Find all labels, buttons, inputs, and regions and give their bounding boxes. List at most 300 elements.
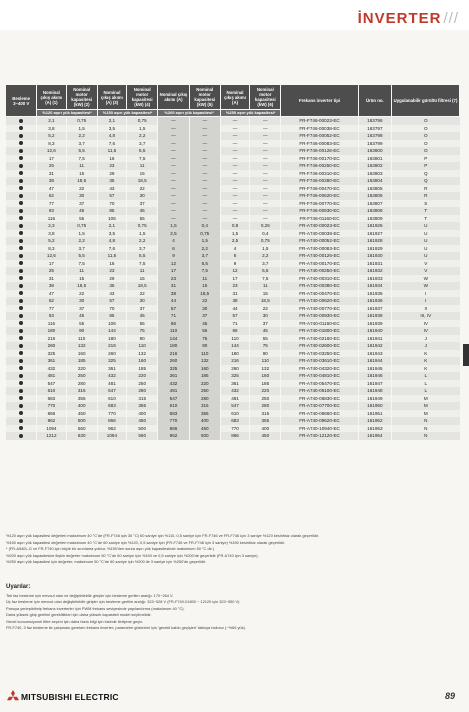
supply-dot-icon (6, 350, 37, 358)
table-cell-h: 0,25 (250, 222, 281, 230)
table-cell-c: 29 (97, 275, 126, 283)
table-cell-no: 161951 (358, 410, 391, 418)
table-cell-h: 37 (250, 320, 281, 328)
table-row (6, 132, 460, 140)
table-cell-b: 55 (66, 215, 97, 223)
table-cell-h: — (250, 207, 281, 215)
table-cell-e: 610 (158, 402, 189, 410)
table-cell-filt: O (392, 147, 460, 155)
bullet-dot-icon (19, 374, 23, 378)
supply-dot-icon (6, 252, 37, 260)
table-cell-g: 12 (220, 267, 249, 275)
table-cell-h: 450 (250, 432, 281, 440)
bullet-dot-icon (19, 389, 23, 393)
bullet-dot-icon (19, 284, 23, 288)
bullet-dot-icon (19, 336, 23, 340)
table-cell-a: 77 (37, 200, 66, 208)
table-cell-filt: W (392, 275, 460, 283)
table-row (6, 357, 460, 365)
table-cell-d: 132 (127, 350, 158, 358)
table-cell-c: 16 (97, 155, 126, 163)
table-cell-c: 325 (97, 357, 126, 365)
table-cell-no: 161931 (358, 260, 391, 268)
table-cell-b: 630 (66, 432, 97, 440)
table-cell-g: 260 (220, 365, 249, 373)
footnote-line: %120 aşırı yük kapasitesi değerleri maksimum 40 °C'de (FR-F746 için 30 °C) 60 saniye için %110, 0,5 saniye için FR-F746 ve FR-F746 için 3 saniye %120 kesintisiz olarak geçerlidir. (6, 533, 320, 538)
table-cell-c: 260 (97, 350, 126, 358)
table-cell-d: 18,5 (127, 177, 158, 185)
table-row (6, 350, 460, 358)
bullet-dot-icon (19, 306, 23, 310)
table-cell-filt: L (392, 372, 460, 380)
table-cell-g: 23 (220, 282, 249, 290)
header-fla250: Nominal çıkış akımı (A) (220, 85, 249, 110)
table-cell-d: 45 (127, 312, 158, 320)
bullet-dot-icon (19, 299, 23, 303)
bullet-dot-icon (19, 366, 23, 370)
table-cell-model: FR-A740-10940-EC (281, 425, 358, 433)
supply-dot-icon (6, 402, 37, 410)
table-cell-no: 161934 (358, 282, 391, 290)
bullet-dot-icon (19, 231, 23, 235)
table-cell-d: 37 (127, 200, 158, 208)
table-cell-e: — (158, 140, 189, 148)
table-cell-b: 1,5 (66, 125, 97, 133)
table-cell-model: FR-A740-09620-EC (281, 417, 358, 425)
table-cell-h: — (250, 200, 281, 208)
table-cell-no: 161943 (358, 350, 391, 358)
table-cell-b: 160 (66, 350, 97, 358)
table-cell-a: 547 (37, 380, 66, 388)
bullet-dot-icon (19, 351, 23, 355)
table-cell-e: 216 (158, 350, 189, 358)
table-cell-a: 116 (37, 320, 66, 328)
table-cell-f: 5,5 (189, 260, 220, 268)
table-cell-d: 500 (127, 425, 158, 433)
table-cell-a: 770 (37, 402, 66, 410)
table-cell-e: 23 (158, 275, 189, 283)
supply-dot-icon (6, 207, 37, 215)
supply-dot-icon (6, 282, 37, 290)
table-cell-c: 2,1 (97, 222, 126, 230)
table-cell-f: — (189, 117, 220, 125)
table-cell-h: 250 (250, 395, 281, 403)
table-cell-g: 17 (220, 275, 249, 283)
table-cell-a: 260 (37, 342, 66, 350)
bullet-dot-icon (19, 171, 23, 175)
table-cell-f: — (189, 215, 220, 223)
table-cell-no: 163801 (358, 155, 391, 163)
table-row (6, 207, 460, 215)
table-cell-filt: J (392, 335, 460, 343)
table-cell-g: 57 (220, 312, 249, 320)
table-cell-no: 161941 (358, 335, 391, 343)
table-cell-g: — (220, 215, 249, 223)
table-cell-no: 161946 (358, 372, 391, 380)
table-cell-c: 866 (97, 417, 126, 425)
table-cell-no: 161929 (358, 245, 391, 253)
table-cell-e: 57 (158, 305, 189, 313)
table-cell-filt: O (392, 132, 460, 140)
table-cell-b: 110 (66, 335, 97, 343)
table-cell-h: 18,5 (250, 297, 281, 305)
table-cell-model: FR-A740-00310-EC (281, 275, 358, 283)
table-cell-filt: V (392, 267, 460, 275)
table-cell-filt: N (392, 425, 460, 433)
title-text: İNVERTER (357, 10, 442, 27)
table-cell-no: 163802 (358, 162, 391, 170)
table-cell-model: FR-F746-01160-EC (281, 215, 358, 223)
subheader-120: %120 aşırı yük kapasitesi* (37, 110, 98, 117)
table-cell-e: 1,5 (158, 222, 189, 230)
table-cell-a: 12,6 (37, 252, 66, 260)
table-cell-c: 35 (97, 282, 126, 290)
table-cell-c: 3,5 (97, 125, 126, 133)
table-cell-b: 45 (66, 312, 97, 320)
table-cell-filt: U (392, 222, 460, 230)
table-cell-d: 18,5 (127, 282, 158, 290)
table-row (6, 372, 460, 380)
table-cell-h: 1,5 (250, 245, 281, 253)
table-cell-filt: II (392, 305, 460, 313)
table-cell-a: 962 (37, 417, 66, 425)
table-cell-e: 144 (158, 335, 189, 343)
table-cell-e: — (158, 192, 189, 200)
table-cell-a: 31 (37, 275, 66, 283)
table-cell-b: 7,5 (66, 155, 97, 163)
table-cell-model: FR-F746-00770-EC (281, 200, 358, 208)
table-cell-f: 0,4 (189, 222, 220, 230)
table-cell-b: 0,75 (66, 117, 97, 125)
table-row (6, 222, 460, 230)
bullet-dot-icon (19, 216, 23, 220)
table-cell-d: 185 (127, 365, 158, 373)
bullet-dot-icon (19, 149, 23, 153)
table-cell-model: FR-F746-00052-EC (281, 132, 358, 140)
table-cell-no: 161935 (358, 290, 391, 298)
table-cell-g: — (220, 140, 249, 148)
table-row (6, 425, 460, 433)
table-cell-a: 866 (37, 410, 66, 418)
spec-table (5, 84, 460, 440)
table-cell-filt: K (392, 350, 460, 358)
table-cell-no: 163809 (358, 215, 391, 223)
table-cell-c: 35 (97, 177, 126, 185)
supply-dot-icon (6, 305, 37, 313)
table-cell-g: 180 (220, 350, 249, 358)
table-cell-no: 163798 (358, 132, 391, 140)
table-cell-no: 161949 (358, 395, 391, 403)
table-cell-g: 4 (220, 245, 249, 253)
table-cell-a: 93 (37, 312, 66, 320)
table-cell-model: FR-A740-00052-EC (281, 237, 358, 245)
table-cell-a: 610 (37, 387, 66, 395)
table-cell-e: — (158, 117, 189, 125)
table-cell-b: 3,7 (66, 140, 97, 148)
table-cell-e: 4 (158, 237, 189, 245)
table-cell-a: 62 (37, 297, 66, 305)
table-cell-filt: O (392, 117, 460, 125)
table-cell-a: 5,2 (37, 132, 66, 140)
table-cell-filt: U (392, 245, 460, 253)
table-cell-no: 161932 (358, 267, 391, 275)
table-cell-a: 5,2 (37, 237, 66, 245)
table-cell-d: 250 (127, 380, 158, 388)
table-cell-d: 55 (127, 215, 158, 223)
bullet-dot-icon (19, 276, 23, 280)
table-cell-g: — (220, 207, 249, 215)
table-row (6, 230, 460, 238)
header-model: Frekans inverter tipi (281, 85, 358, 117)
table-cell-filt: U (392, 237, 460, 245)
table-cell-no: 161930 (358, 252, 391, 260)
table-cell-d: 11 (127, 162, 158, 170)
table-cell-a: 116 (37, 215, 66, 223)
supply-dot-icon (6, 357, 37, 365)
table-cell-c: 4,8 (97, 237, 126, 245)
table-cell-h: 75 (250, 342, 281, 350)
table-cell-d: 5,5 (127, 252, 158, 260)
table-cell-d: 3,7 (127, 140, 158, 148)
table-cell-g: 110 (220, 335, 249, 343)
footnotes (6, 533, 462, 566)
table-cell-a: 62 (37, 192, 66, 200)
table-cell-g: 86 (220, 327, 249, 335)
table-cell-f: 22 (189, 297, 220, 305)
bullet-dot-icon (19, 179, 23, 183)
table-cell-d: 30 (127, 297, 158, 305)
bullet-dot-icon (19, 254, 23, 258)
table-cell-f: 160 (189, 365, 220, 373)
table-cell-h: — (250, 177, 281, 185)
table-cell-g: — (220, 147, 249, 155)
table-cell-g: 1,5 (220, 230, 249, 238)
warning-line: Daha yüksek giriş gerilimi gereklilikleri için daha yüksek kapasiteli model seçilmelidir. (6, 612, 152, 618)
table-cell-c: 1094 (97, 432, 126, 440)
table-cell-no: 161926 (358, 222, 391, 230)
table-cell-f: 185 (189, 372, 220, 380)
table-cell-b: 55 (66, 320, 97, 328)
table-cell-f: 30 (189, 305, 220, 313)
table-cell-a: 77 (37, 305, 66, 313)
table-cell-f: 400 (189, 417, 220, 425)
table-cell-f: 250 (189, 387, 220, 395)
table-cell-b: 2,2 (66, 132, 97, 140)
table-cell-model: FR-F746-00126-EC (281, 147, 358, 155)
table-cell-model: FR-A740-05470-EC (281, 380, 358, 388)
supply-dot-icon (6, 245, 37, 253)
table-row (6, 395, 460, 403)
table-cell-no: 163800 (358, 147, 391, 155)
table-cell-filt: I (392, 297, 460, 305)
table-cell-h: 5,5 (250, 267, 281, 275)
table-cell-c: 610 (97, 395, 126, 403)
table-cell-f: 55 (189, 327, 220, 335)
bullet-dot-icon (19, 329, 23, 333)
table-cell-b: 450 (66, 410, 97, 418)
supply-dot-icon (6, 380, 37, 388)
table-cell-f: 315 (189, 402, 220, 410)
table-cell-filt: P (392, 155, 460, 163)
table-cell-c: 43 (97, 290, 126, 298)
table-cell-e: — (158, 155, 189, 163)
table-cell-c: 4,8 (97, 132, 126, 140)
table-cell-e: — (158, 185, 189, 193)
table-cell-f: 3,7 (189, 252, 220, 260)
table-cell-e: — (158, 170, 189, 178)
bullet-dot-icon (19, 186, 23, 190)
table-cell-filt: T (392, 207, 460, 215)
bullet-dot-icon (19, 201, 23, 205)
table-cell-g: — (220, 192, 249, 200)
bullet-dot-icon (19, 126, 23, 130)
table-row (6, 260, 460, 268)
bullet-dot-icon (19, 141, 23, 145)
supply-dot-icon (6, 297, 37, 305)
bullet-dot-icon (19, 321, 23, 325)
table-row (6, 215, 460, 223)
table-cell-filt: L (392, 387, 460, 395)
table-row (6, 200, 460, 208)
table-row (6, 402, 460, 410)
table-cell-c: 547 (97, 387, 126, 395)
table-cell-d: 355 (127, 402, 158, 410)
table-cell-b: 2,2 (66, 237, 97, 245)
table-cell-c: 216 (97, 342, 126, 350)
supply-dot-icon (6, 387, 37, 395)
table-cell-c: 85 (97, 312, 126, 320)
table-cell-c: 144 (97, 327, 126, 335)
table-cell-a: 25 (37, 162, 66, 170)
table-cell-c: 683 (97, 402, 126, 410)
table-cell-filt: O (392, 140, 460, 148)
table-cell-model: FR-F746-00930-EC (281, 207, 358, 215)
table-cell-b: 11 (66, 267, 97, 275)
header-fla200: Nominal çıkış akımı (A) (158, 85, 189, 110)
table-cell-a: 47 (37, 185, 66, 193)
table-row (6, 267, 460, 275)
table-cell-c: 16 (97, 260, 126, 268)
table-cell-h: — (250, 125, 281, 133)
table-cell-h: 2,2 (250, 252, 281, 260)
table-cell-f: — (189, 192, 220, 200)
table-cell-f: 0,75 (189, 230, 220, 238)
table-cell-a: 2,3 (37, 222, 66, 230)
supply-dot-icon (6, 222, 37, 230)
table-cell-h: 3,7 (250, 260, 281, 268)
table-cell-no: 161937 (358, 305, 391, 313)
table-cell-no: 163808 (358, 207, 391, 215)
table-cell-h: — (250, 162, 281, 170)
table-cell-model: FR-A740-00083-EC (281, 245, 358, 253)
table-cell-e: 770 (158, 417, 189, 425)
page-footer (0, 688, 469, 712)
table-cell-h: 30 (250, 312, 281, 320)
table-cell-no: 161927 (358, 230, 391, 238)
table-cell-no: 161928 (358, 237, 391, 245)
table-cell-e: 17 (158, 267, 189, 275)
table-cell-f: 450 (189, 425, 220, 433)
table-cell-e: — (158, 215, 189, 223)
bullet-dot-icon (19, 419, 23, 423)
table-cell-d: 1,5 (127, 230, 158, 238)
subheader-200: %200 aşırı yük kapasitesi* (158, 110, 221, 117)
table-cell-f: — (189, 147, 220, 155)
table-cell-h: — (250, 117, 281, 125)
table-cell-d: 160 (127, 357, 158, 365)
section-tab-marker (463, 344, 469, 366)
table-cell-b: 1,5 (66, 230, 97, 238)
supply-dot-icon (6, 132, 37, 140)
table-cell-model: FR-A740-00470-EC (281, 290, 358, 298)
table-cell-g: 325 (220, 372, 249, 380)
table-cell-filt: L (392, 380, 460, 388)
header-fla120: Nominal çıkış akımı (A) (3) (97, 85, 126, 110)
supply-dot-icon (6, 417, 37, 425)
table-row (6, 320, 460, 328)
table-cell-g: 432 (220, 387, 249, 395)
table-cell-filt: K (392, 357, 460, 365)
supply-dot-icon (6, 267, 37, 275)
table-cell-filt: R (392, 192, 460, 200)
table-cell-g: 44 (220, 305, 249, 313)
table-cell-c: 180 (97, 335, 126, 343)
table-cell-b: 37 (66, 200, 97, 208)
table-cell-g: 6 (220, 252, 249, 260)
table-cell-no: 163803 (358, 170, 391, 178)
table-cell-d: 450 (127, 417, 158, 425)
table-cell-f: 280 (189, 395, 220, 403)
table-cell-b: 22 (66, 290, 97, 298)
table-cell-h: 11 (250, 282, 281, 290)
table-row (6, 192, 460, 200)
footnote-line: %250 aşırı yük kapasitesi için değerler, maksimum 50 °C'de 60 saniye için %200 ile 3 saniye için %250'de geçerlidir. (6, 559, 207, 565)
table-row (6, 335, 460, 343)
table-cell-model: FR-F746-00380-EC (281, 177, 358, 185)
bullet-dot-icon (19, 156, 23, 160)
table-cell-h: 220 (250, 387, 281, 395)
table-cell-h: 132 (250, 365, 281, 373)
table-cell-c: 2,1 (97, 117, 126, 125)
table-cell-d: 2,2 (127, 237, 158, 245)
table-cell-h: 0,75 (250, 237, 281, 245)
table-cell-e: 6 (158, 245, 189, 253)
table-cell-model: FR-A740-02600-EC (281, 342, 358, 350)
supply-dot-icon (6, 170, 37, 178)
table-cell-h: — (250, 170, 281, 178)
table-cell-no: 161947 (358, 380, 391, 388)
table-cell-f: 1,5 (189, 237, 220, 245)
page-title (358, 10, 459, 27)
supply-dot-icon (6, 342, 37, 350)
bullet-dot-icon (19, 239, 23, 243)
table-cell-b: 0,75 (66, 222, 97, 230)
table-row (6, 290, 460, 298)
table-cell-c: 29 (97, 170, 126, 178)
table-cell-model: FR-F746-00250-EC (281, 162, 358, 170)
bullet-dot-icon (19, 134, 23, 138)
footnote-line: * (FR-A540L-G ve FR-F740 için böyle bir sınırlama yoktur, %150'den sonra aşırı yük kapasitesinde maksimum 50 °C dir.) (6, 546, 214, 552)
table-cell-g: 866 (220, 432, 249, 440)
table-cell-a: 3,8 (37, 125, 66, 133)
warning-line: Panoya yerleştirilmiş frekans inverterler için PWM frekans seviyesinde yapılandırma (maksimum 40 °C). (6, 605, 185, 611)
table-cell-b: 3,7 (66, 245, 97, 253)
bullet-dot-icon (19, 119, 23, 123)
table-cell-g: — (220, 125, 249, 133)
table-cell-c: 7,6 (97, 245, 126, 253)
table-cell-f: 7,5 (189, 267, 220, 275)
header-hp250: Nominal motor kapasitesi (kW) (6) (250, 85, 281, 110)
